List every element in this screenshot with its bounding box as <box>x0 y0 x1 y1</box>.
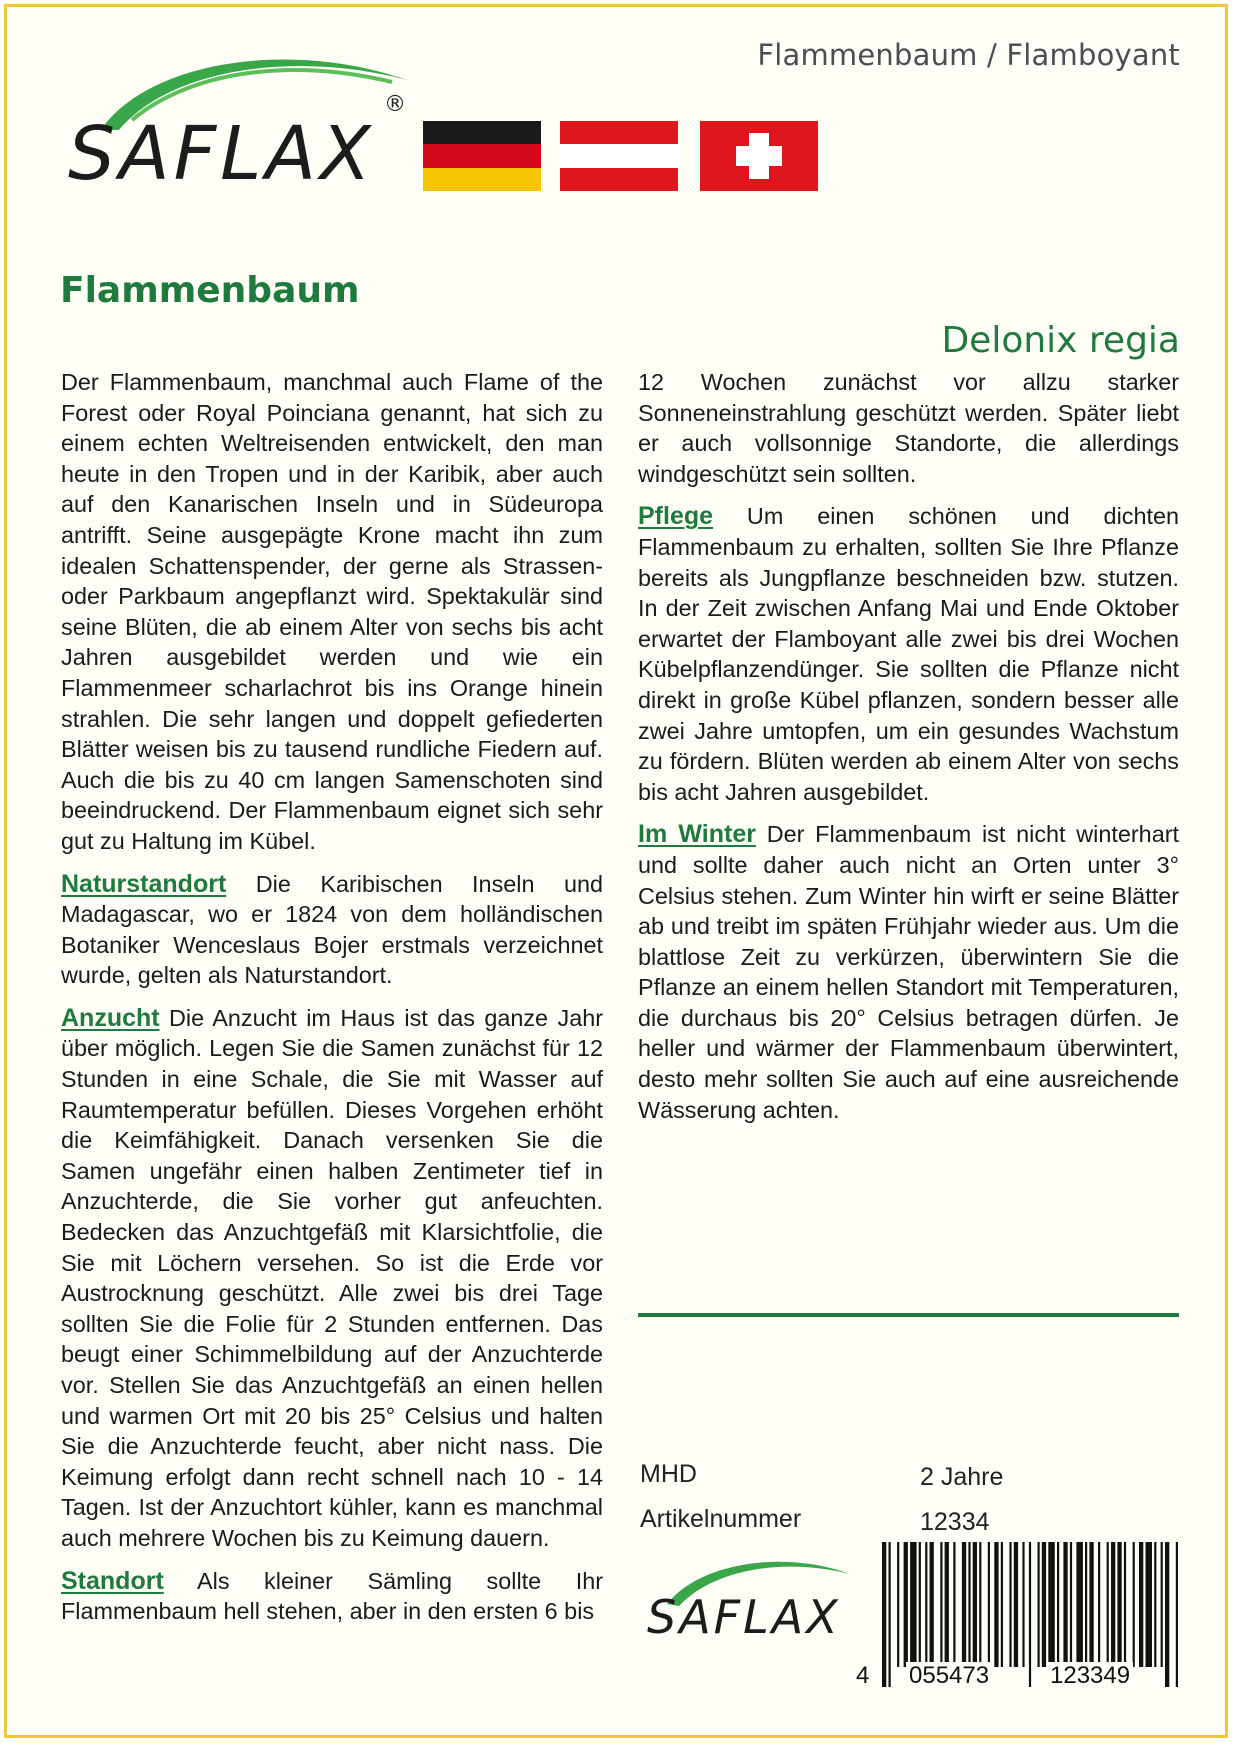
article-number-value: 12334 <box>920 1508 990 1536</box>
header-title: Flammenbaum / Flamboyant <box>757 38 1180 72</box>
barcode-bar <box>979 1542 981 1667</box>
anzucht-text: Die Anzucht im Haus ist das ganze Jahr über möglich. Legen Sie die Samen zunächst für 12 Stunden in eine Schale, die Sie mit Wasser auf Raumtemperatur befüllen. Dieses Vorgehen erhöht die Keimfähigkeit. Danach versenken Sie die Samen ungefähr einen halben Zentimeter tief in Anzuchterde, die Sie vorher gut anfeuchten. Bedecken das Anzuchtgefäß mit Klarsichtfolie, die Sie mit Löchern versehen. So ist die Erde vor Austrocknung geschützt. Alle zwei bis drei Tage sollten Sie die Folie für 2 Stunden entfernen. Das beugt einer Schimmelbildung auf der Anzuchterde vor. Stellen Sie das Anzuchtgefäß an einen hellen und warmen Ort mit 20 bis 25° Celsius und halten Sie die Anzuchterde feucht, aber nicht nass. Die Keimung erfolgt dann recht schnell nach 10 - 14 Tagen. Ist der Anzuchtort kühler, kann es manchmal auch mehrere Wochen bis zu Keimung dauern. <box>61 1004 603 1551</box>
standort-section <box>61 1566 603 1627</box>
barcode-bar <box>1057 1542 1059 1667</box>
barcode-bar <box>897 1542 899 1667</box>
continuation-paragraph: 12 Wochen zunächst vor allzu starker Sonneneinstrahlung geschützt werden. Später liebt er auch vollsonnige Standorte, die allerdings windgeschützt sein sollten. <box>638 369 1179 487</box>
barcode-group-1: 055473 <box>906 1662 992 1690</box>
naturstandort-heading: Naturstandort <box>61 869 227 898</box>
barcode-bar <box>953 1542 955 1667</box>
germany-flag-icon <box>423 121 541 191</box>
barcode-bar <box>940 1542 942 1667</box>
barcode-bar <box>1038 1542 1040 1667</box>
naturstandort-section <box>61 869 603 991</box>
latin-name: Delonix regia <box>941 320 1180 361</box>
barcode-bar <box>968 1542 970 1667</box>
barcode-bar <box>1117 1542 1121 1667</box>
barcode-bar <box>1070 1542 1072 1667</box>
barcode-bar <box>1085 1542 1087 1667</box>
barcode-bar <box>1161 1542 1163 1667</box>
barcode-bar <box>1165 1542 1169 1687</box>
standort-text: Als kleiner Sämling sollte Ihr Flammenbaum hell stehen, aber in den ersten 6 bis <box>61 1567 603 1625</box>
barcode-bar <box>1139 1542 1143 1667</box>
barcode-bar <box>919 1542 921 1667</box>
switzerland-flag-icon <box>700 121 818 191</box>
barcode-bar <box>930 1542 934 1667</box>
barcode-bar <box>1042 1542 1046 1667</box>
barcode-bar <box>910 1542 917 1667</box>
pflege-section <box>638 501 1179 807</box>
barcode-bar <box>1176 1542 1178 1687</box>
barcode-bar <box>904 1542 908 1667</box>
mhd-value: 2 Jahre <box>920 1463 1004 1491</box>
barcode-bar <box>1098 1542 1100 1667</box>
mhd-label: MHD <box>640 1460 697 1488</box>
saflax-logo <box>62 40 412 200</box>
barcode-bar <box>925 1542 927 1667</box>
barcode-bar <box>1001 1542 1003 1667</box>
brand-name-small: SAFLAX <box>647 1590 841 1644</box>
barcode-bar <box>1022 1542 1024 1667</box>
barcode-bar <box>1014 1542 1018 1667</box>
section-divider <box>638 1313 1179 1317</box>
anzucht-heading: Anzucht <box>61 1003 160 1032</box>
barcode-bar <box>973 1542 977 1667</box>
barcode-bar <box>889 1542 891 1687</box>
barcode-bar <box>988 1542 990 1667</box>
barcode-bar <box>1154 1542 1156 1667</box>
austria-flag-icon <box>560 121 678 191</box>
barcode-bar <box>1048 1542 1055 1667</box>
barcode-bar <box>1124 1542 1126 1667</box>
barcode-bar <box>1063 1542 1067 1667</box>
page-title: Flammenbaum <box>60 270 360 311</box>
winter-text: Der Flammenbaum ist nicht winterhart und sollte daher auch nicht an Orten unter 3° Celsius stehen. Zum Winter hin wirft er seine Blätter ab und treibt im späten Frühjahr wieder aus. Um die blattlose Zeit zu verkürzen, überwintern Sie die Pflanze an einem hellen Standort mit Temperaturen, die durchaus bis 20° Celsius betragen dürfen. Je heller und wärmer der Flammenbaum überwintert, desto mehr sollten Sie auch auf eine ausreichende Wässerung achten. <box>638 821 1179 1123</box>
barcode-prefix: 4 <box>853 1662 872 1690</box>
barcode-bar <box>945 1542 949 1667</box>
saflax-logo-small <box>645 1548 855 1658</box>
barcode-bar <box>1009 1542 1011 1667</box>
registered-mark: ® <box>384 92 406 117</box>
barcode-bar <box>1089 1542 1093 1667</box>
barcode-bar <box>962 1542 966 1667</box>
standort-heading: Standort <box>61 1566 164 1595</box>
winter-section <box>638 819 1179 1125</box>
barcode-bar <box>882 1542 886 1687</box>
barcode-bar <box>1111 1542 1115 1667</box>
barcode-bar <box>1029 1542 1031 1687</box>
article-number-label: Artikelnummer <box>640 1505 802 1533</box>
barcode-group-2: 123349 <box>1047 1662 1133 1690</box>
pflege-heading: Pflege <box>638 502 714 531</box>
brand-name: SAFLAX <box>68 111 375 197</box>
left-column <box>61 367 603 1639</box>
barcode-bar <box>1146 1542 1153 1667</box>
winter-heading: Im Winter <box>638 820 756 849</box>
right-column <box>638 367 1179 1137</box>
barcode-bar <box>994 1542 998 1667</box>
pflege-text: Um einen schönen und dichten Flammenbaum zu erhalten, sollten Sie Ihre Pflanze bereits als Jungpflanze beschneiden bzw. stutzen. In der Zeit zwischen Anfang Mai und Ende Oktober erwartet der Flamboyant alle zwei bis drei Wochen Kübelpflanzendünger. Sie sollten die Pflanze nicht direkt in große Kübel pflanzen, sondern besser alle zwei Jahre umtopfen, um ein gesundes Wachstum zu fördern. Blüten werden ab einem Alter von sechs bis acht Jahren ausgebildet. <box>638 503 1179 805</box>
naturstandort-text: Die Karibischen Inseln und Madagascar, wo er 1824 von dem holländischen Botaniker Wenceslaus Bojer erstmals verzeichnet wurde, gelten als Naturstandort. <box>61 870 603 989</box>
anzucht-section <box>61 1003 603 1554</box>
barcode-bar <box>1076 1542 1083 1667</box>
barcode-bar <box>1133 1542 1135 1667</box>
intro-paragraph: Der Flammenbaum, manchmal auch Flame of the Forest oder Royal Poinciana genannt, hat sich zu einem echten Weltreisenden entwickelt, den man heute in den Tropen und in der Karibik, aber auch auf den Kanarischen Inseln und in Südeuropa antrifft. Seine ausgepägte Krone macht ihn zum idealen Schattenspender, der gerne als Strassen- oder Parkbaum angepflanzt wird. Spektakulär sind seine Blüten, die ab einem Alter von sechs bis acht Jahren ausgebildet werden und wie ein Flammenmeer scharlachrot bis ins Orange hinein strahlen. Die sehr langen und doppelt gefiederten Blätter weisen bis zu tausend rundliche Fiedern auf. Auch die bis zu 40 cm langen Samenschoten sind beeindruckend. Der Flammenbaum eignet sich sehr gut zu Haltung im Kübel. <box>61 369 603 854</box>
barcode-bar <box>1107 1542 1109 1667</box>
